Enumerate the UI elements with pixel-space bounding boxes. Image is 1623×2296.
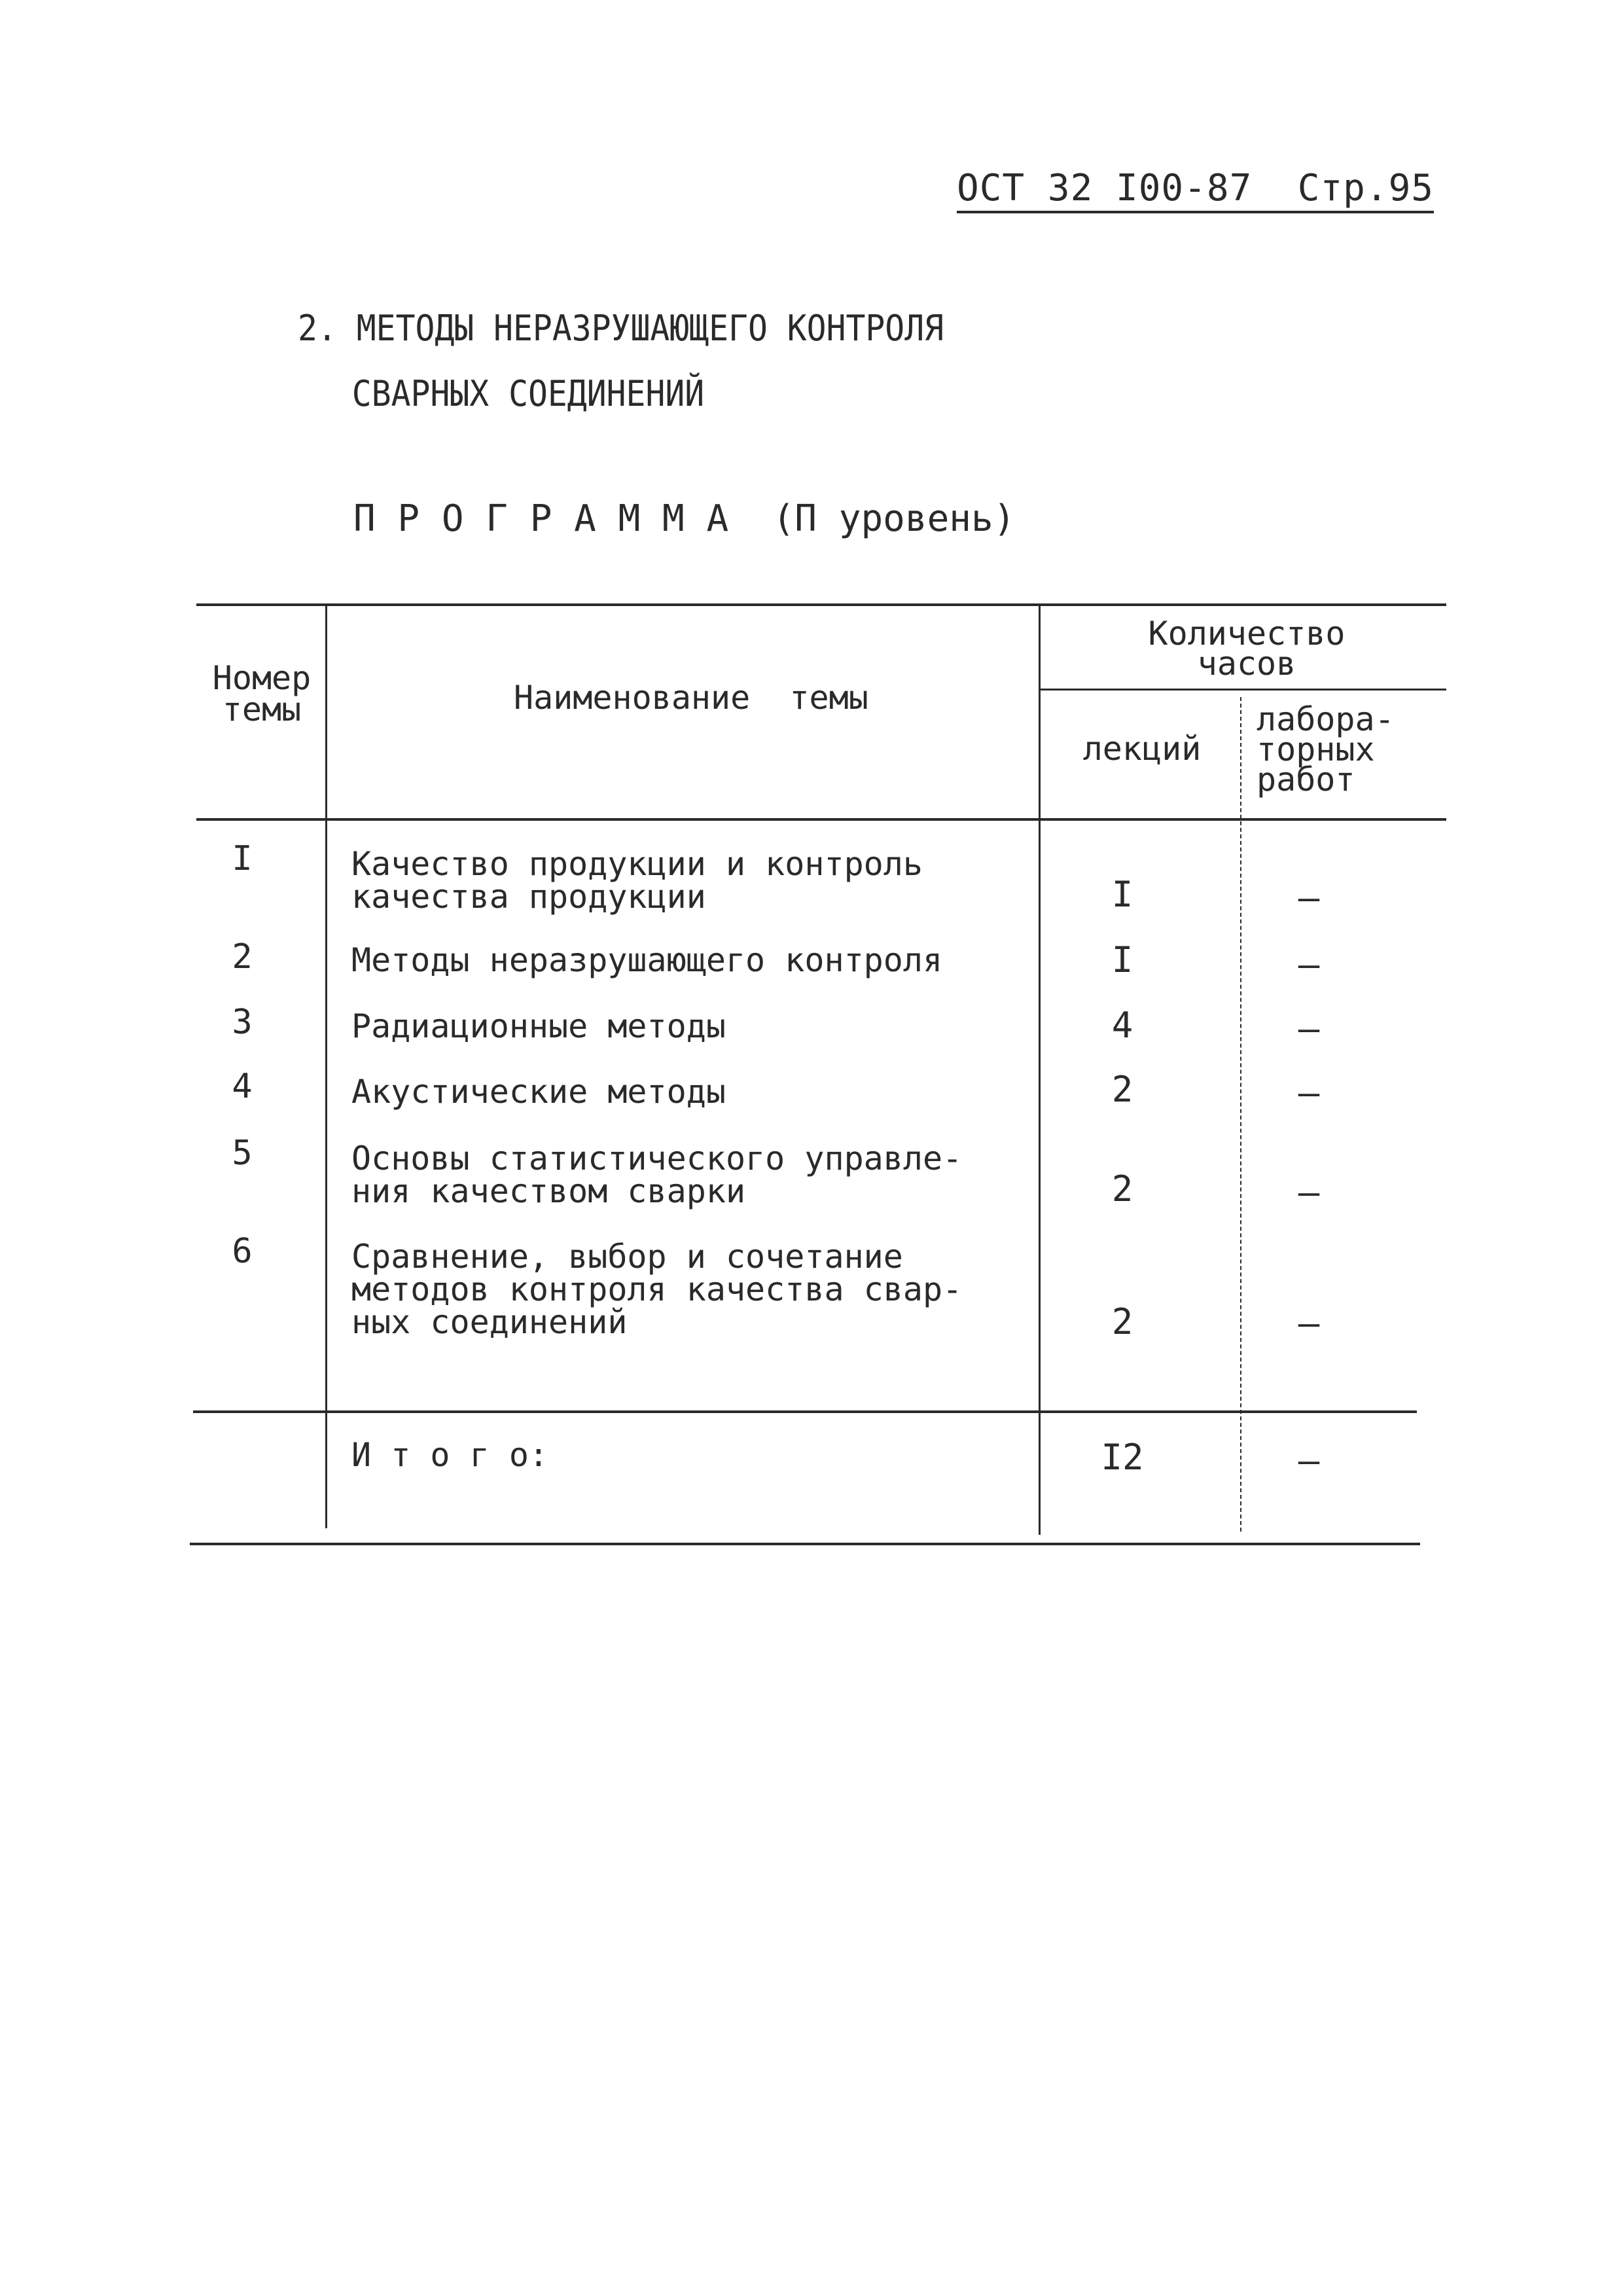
table-row-number: 3 [232,1003,253,1042]
table-row-lectures: I [1111,874,1133,915]
table-top-border [196,603,1446,606]
table-row-lectures: 2 [1111,1168,1133,1210]
header-hours-group: Количество часов [1148,615,1346,683]
table-row-name: Радиационные методы [351,1007,726,1045]
column-divider-lectures [1240,697,1241,1532]
document-header [957,167,1434,213]
table-row-name: Основы статистического управле- ния качеством сварки [351,1139,963,1210]
table-row-number: I [232,839,253,878]
table-row-labs: – [1298,1008,1320,1049]
header-bottom-border [196,818,1446,821]
table-row-labs: – [1298,1302,1320,1344]
table-row-number: 4 [232,1067,253,1106]
program-title: П Р О Г Р А М М А (П уровень) [353,497,1016,540]
section-title-line1: МЕТОДЫ НЕРАЗРУШАЮЩЕГО КОНТРОЛЯ [356,308,944,349]
total-label: И т о г о: [351,1436,549,1474]
total-lectures: I2 [1101,1437,1144,1478]
table-row-number: 5 [232,1134,253,1173]
table-row-name: Качество продукции и контроль качества продукции [351,845,923,916]
header-name: Наименование темы [514,679,868,717]
page-number: Стр.95 [1297,167,1435,209]
header-labs: лабора- торных работ [1257,700,1395,798]
table-row-lectures: I [1111,939,1133,980]
table-row-name: Акустические методы [351,1073,726,1111]
table-row-labs: – [1298,1172,1320,1213]
section-number: 2. [298,308,337,349]
table-row-labs: – [1298,944,1320,985]
document-code: ОСТ 32 I00-87 [957,167,1253,209]
column-divider-name [1039,605,1041,1535]
table-row-labs: – [1298,1072,1320,1113]
body-bottom-border [193,1410,1417,1413]
table-row-name: Сравнение, выбор и сочетание методов контроля качества свар- ных соединений [351,1238,963,1341]
section-title [298,296,944,427]
hours-subheader-border [1041,689,1446,691]
table-row-name: Методы неразрушающего контроля [351,941,943,979]
header-number: Номер темы [212,659,312,728]
table-row-lectures: 4 [1111,1005,1133,1046]
column-divider-number [325,605,327,1528]
total-labs: – [1298,1440,1320,1481]
header-lectures: лекций [1082,730,1202,768]
table-row-number: 6 [232,1232,253,1271]
table-row-labs: – [1298,877,1320,918]
table-row-lectures: 2 [1111,1069,1133,1110]
table-row-lectures: 2 [1111,1301,1133,1342]
section-title-line2: СВАРНЫХ СОЕДИНЕНИЙ [351,373,705,414]
table-row-number: 2 [232,937,253,977]
table-bottom-border [190,1543,1420,1545]
